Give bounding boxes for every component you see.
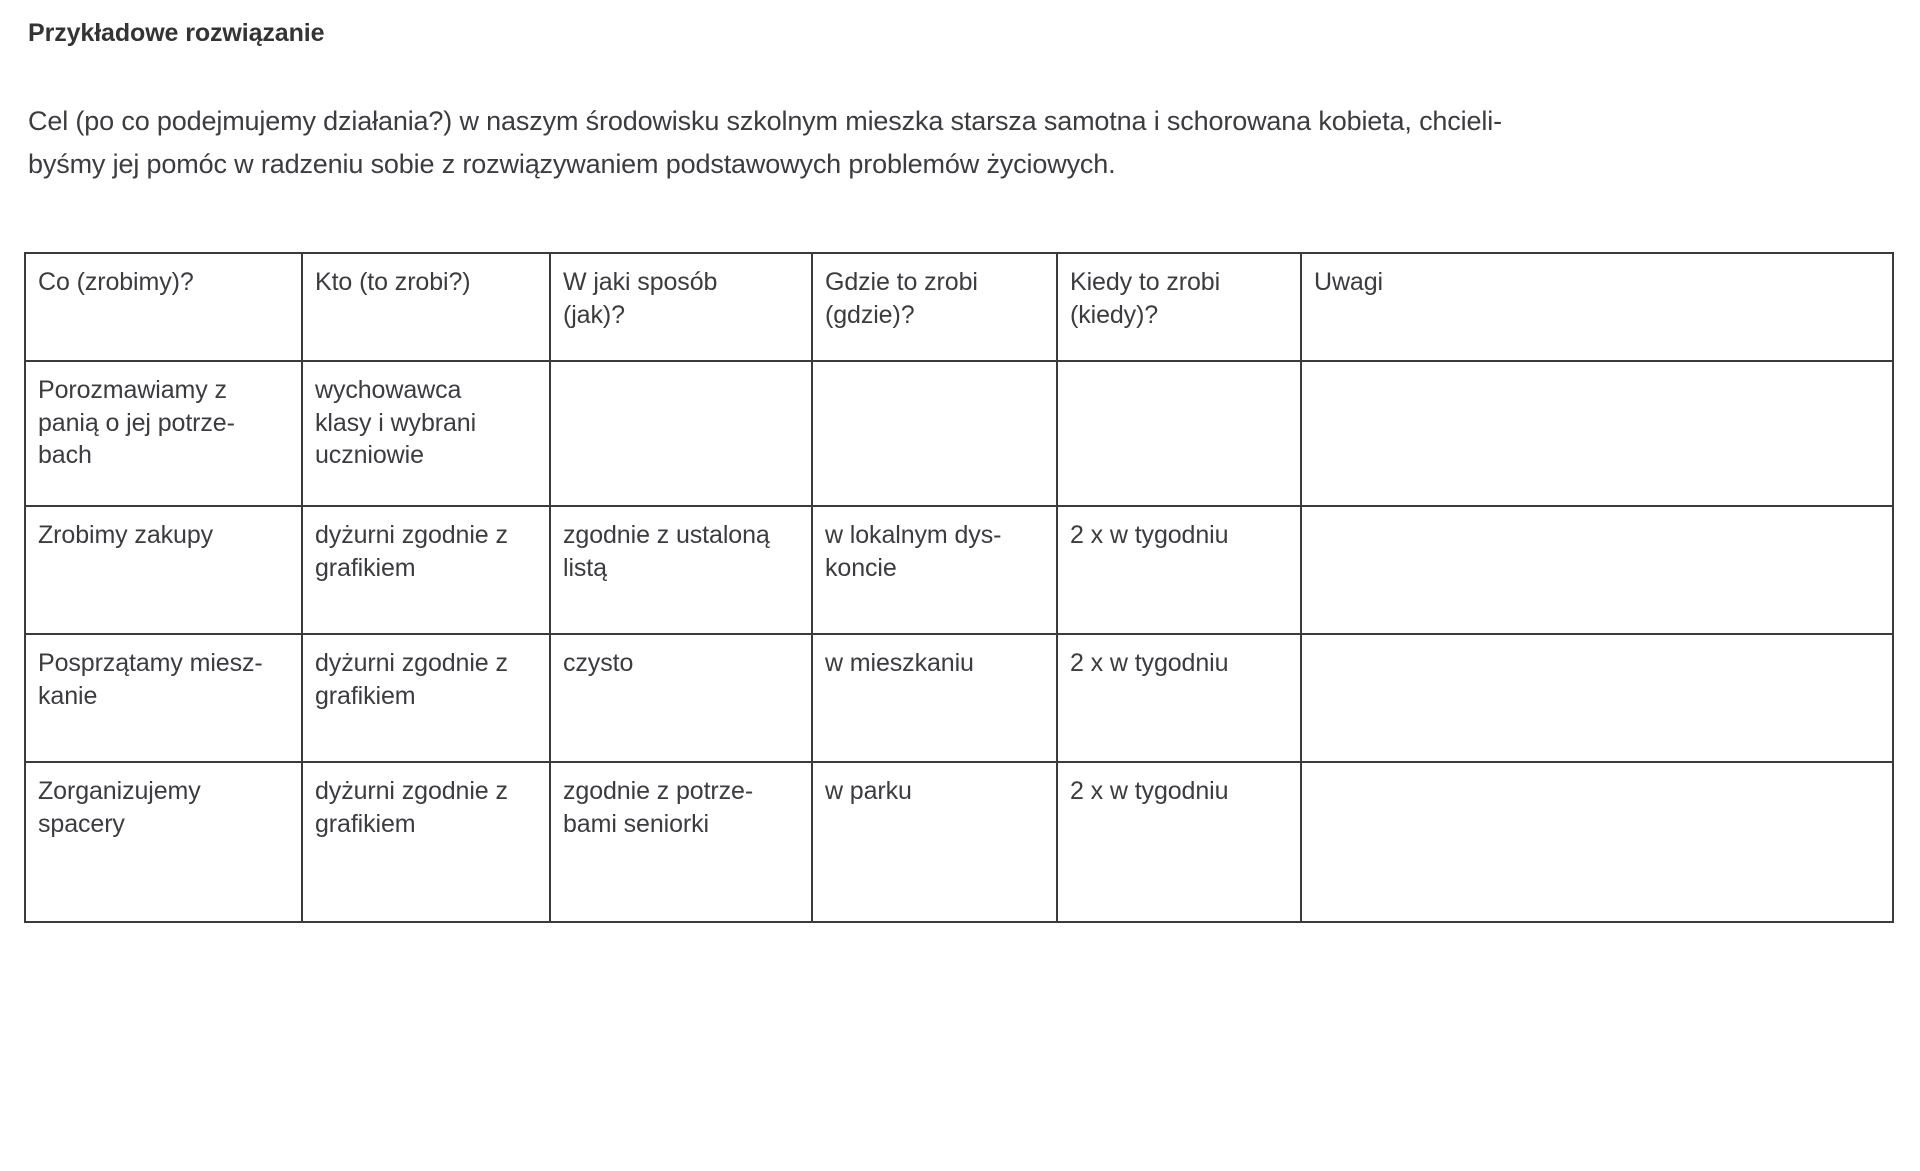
cell-co[interactable] xyxy=(25,634,302,762)
cell-text-line: w mieszkaniu xyxy=(825,649,974,677)
cell-text-line: Zorganizujemy xyxy=(38,777,201,805)
column-header-jak-line2: (jak)? xyxy=(563,300,625,329)
cell-text-line: Zrobimy zakupy xyxy=(38,521,214,549)
cell-text-line: grafikiem xyxy=(315,553,416,582)
cell-text-line: zgodnie z ustaloną xyxy=(563,521,770,549)
cell-kiedy[interactable] xyxy=(1057,634,1301,762)
cell-text-line: w lokalnym dys- xyxy=(825,521,1002,549)
cell-jak[interactable] xyxy=(550,361,812,506)
column-header-uwagi-line1: Uwagi xyxy=(1314,268,1383,296)
column-header-gdzie xyxy=(812,253,1057,361)
table-header-row xyxy=(25,253,1893,361)
cell-uwagi[interactable] xyxy=(1301,634,1893,762)
cell-text-line: bami seniorki xyxy=(563,809,709,838)
cell-uwagi[interactable] xyxy=(1301,361,1893,506)
cell-text-line: spacery xyxy=(38,809,125,838)
column-header-co xyxy=(25,253,302,361)
cell-text-line: czysto xyxy=(563,649,634,677)
column-header-co-line1: Co (zrobimy)? xyxy=(38,268,194,296)
cell-gdzie[interactable] xyxy=(812,361,1057,506)
cell-jak[interactable] xyxy=(550,634,812,762)
cell-gdzie[interactable] xyxy=(812,506,1057,634)
column-header-kto xyxy=(302,253,550,361)
action-plan-table xyxy=(24,252,1894,923)
cell-kto[interactable] xyxy=(302,506,550,634)
cell-co[interactable] xyxy=(25,506,302,634)
column-header-kiedy xyxy=(1057,253,1301,361)
column-header-uwagi xyxy=(1301,253,1893,361)
cell-kto[interactable] xyxy=(302,762,550,922)
cell-text-line: 2 x w tygodniu xyxy=(1070,777,1229,805)
table-row xyxy=(25,506,1893,634)
cell-text-line: klasy i wybrani xyxy=(315,408,477,437)
cell-kto[interactable] xyxy=(302,361,550,506)
cell-text-line: uczniowie xyxy=(315,441,424,469)
column-header-kiedy-line1: Kiedy to zrobi xyxy=(1070,268,1221,296)
column-header-gdzie-line1: Gdzie to zrobi xyxy=(825,268,978,296)
cell-text-line: Posprzątamy miesz- xyxy=(38,649,263,677)
cell-text-line: Porozmawiamy z xyxy=(38,376,227,404)
cell-gdzie[interactable] xyxy=(812,634,1057,762)
cell-text-line: koncie xyxy=(825,553,897,582)
cell-text-line: zgodnie z potrze- xyxy=(563,777,754,805)
intro-line-2: byśmy jej pomóc w radzeniu sobie z rozwiązywaniem podstawowych problemów życiowych. xyxy=(28,148,1116,179)
action-plan-table-wrapper xyxy=(24,252,1892,923)
cell-uwagi[interactable] xyxy=(1301,506,1893,634)
column-header-kiedy-line2: (kiedy)? xyxy=(1070,300,1159,329)
cell-text-line: grafikiem xyxy=(315,681,416,710)
column-header-jak-line1: W jaki sposób xyxy=(563,268,718,296)
cell-gdzie[interactable] xyxy=(812,762,1057,922)
cell-text-line: grafikiem xyxy=(315,809,416,838)
cell-text-line: dyżurni zgodnie z xyxy=(315,777,508,805)
cell-jak[interactable] xyxy=(550,506,812,634)
cell-text-line: w parku xyxy=(825,777,912,805)
column-header-gdzie-line2: (gdzie)? xyxy=(825,300,915,329)
cell-text-line: kanie xyxy=(38,681,98,710)
intro-paragraph xyxy=(28,100,1888,185)
cell-text-line: listą xyxy=(563,553,607,582)
cell-co[interactable] xyxy=(25,361,302,506)
table-row xyxy=(25,361,1893,506)
cell-text-line: dyżurni zgodnie z xyxy=(315,521,508,549)
intro-line-1: Cel (po co podejmujemy działania?) w naszym środowisku szkolnym mieszka starsza samotna i schorowana kobieta, chcieli- xyxy=(28,106,1502,136)
cell-text-line: panią o jej potrze- xyxy=(38,408,235,437)
page-title: Przykładowe rozwiązanie xyxy=(28,19,325,47)
column-header-jak xyxy=(550,253,812,361)
cell-kto[interactable] xyxy=(302,634,550,762)
column-header-kto-line1: Kto (to zrobi?) xyxy=(315,268,471,296)
table-row xyxy=(25,634,1893,762)
cell-uwagi[interactable] xyxy=(1301,762,1893,922)
cell-co[interactable] xyxy=(25,762,302,922)
cell-kiedy[interactable] xyxy=(1057,361,1301,506)
cell-text-line: 2 x w tygodniu xyxy=(1070,521,1229,549)
cell-kiedy[interactable] xyxy=(1057,762,1301,922)
cell-text-line: dyżurni zgodnie z xyxy=(315,649,508,677)
table-row xyxy=(25,762,1893,922)
cell-text-line: wychowawca xyxy=(315,376,462,404)
cell-kiedy[interactable] xyxy=(1057,506,1301,634)
cell-text-line: bach xyxy=(38,441,92,469)
cell-text-line: 2 x w tygodniu xyxy=(1070,649,1229,677)
cell-jak[interactable] xyxy=(550,762,812,922)
